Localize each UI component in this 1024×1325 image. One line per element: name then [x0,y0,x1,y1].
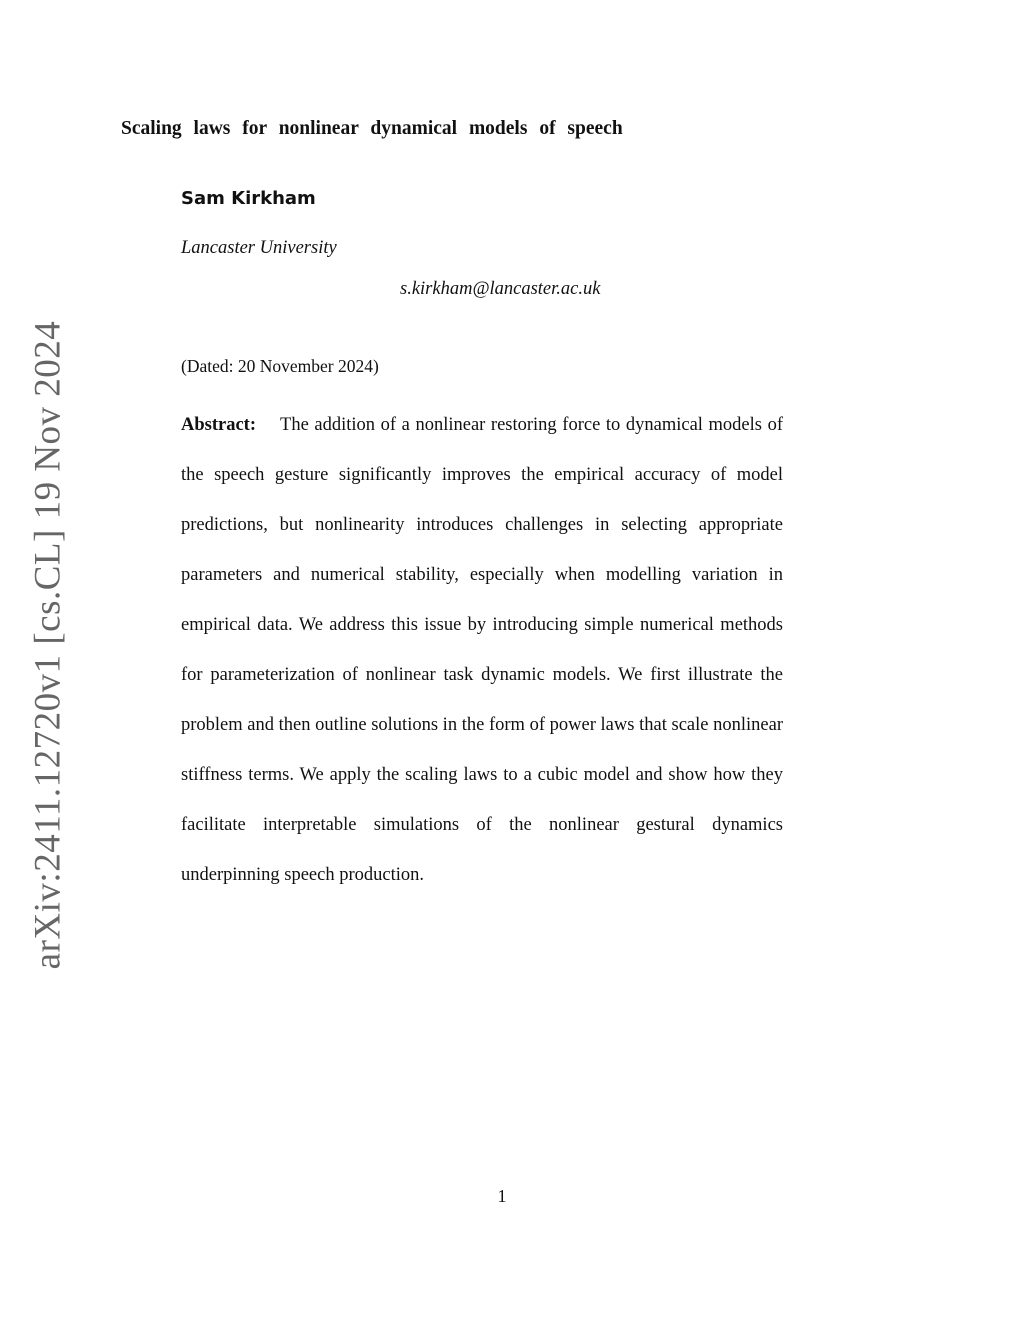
abstract-text: The addition of a nonlinear restoring force to dynamical models of the speech gesture significantly improves the empirical accuracy of model predictions, but nonlinearity introduces challenges in selecting appropriate parameters and numerical stability, especially when modelling variation in empirical data. We address this issue by introducing simple numerical methods for parameterization of nonlinear task dynamic models. We first illustrate the problem and then outline solutions in the form of power laws that scale nonlinear stiffness terms. We apply the scaling laws to a cubic model and show how they facilitate interpretable simulations of the nonlinear gestural dynamics underpinning speech production. [181,415,783,885]
author-email: s.kirkham@lancaster.ac.uk [400,279,601,299]
paper-title: Scaling laws for nonlinear dynamical models of speech [121,118,623,139]
page-number: 1 [497,1186,507,1206]
author-name: Sam Kirkham [181,188,316,209]
arxiv-identifier-stamp: arXiv:2411.12720v1 [cs.CL] 19 Nov 2024 [27,320,69,970]
abstract-label: Abstract: [181,415,257,435]
author-affiliation: Lancaster University [181,238,337,258]
date-line: (Dated: 20 November 2024) [181,356,379,376]
abstract-block [181,400,783,900]
